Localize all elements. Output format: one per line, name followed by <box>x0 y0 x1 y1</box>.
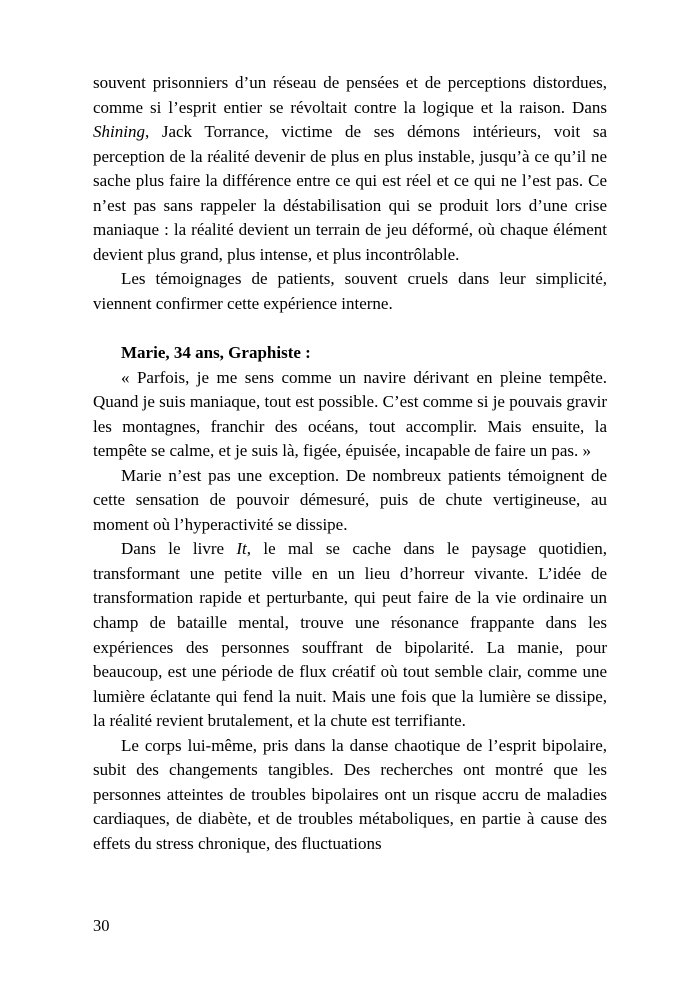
paragraph-marie-exception: Marie n’est pas une exception. De nombreux patients témoignent de cette sensation de pouvoir démesuré, puis de chute vertigineuse, au moment où l’hyperactivité se dissipe. <box>93 465 607 534</box>
heading-marie-profile: Marie, 34 ans, Graphiste : <box>121 343 311 363</box>
paragraph-body-changes: Le corps lui-même, pris dans la danse chaotique de l’esprit bipolaire, subit des changements tangibles. Des recherches ont montré que les personnes atteintes de troubles bipolaires ont un risque accru de maladies cardiaques, de diabète, et de troubles métaboliques, en partie à cause des effets du stress chronique, des fluctuations <box>93 735 607 853</box>
book-title-shining: Shining <box>93 122 145 142</box>
page-number: 30 <box>93 916 110 935</box>
paragraph-it-book <box>93 537 607 733</box>
paragraph-shining <box>93 71 607 267</box>
paragraph-testimonials: Les témoignages de patients, souvent cruels dans leur simplicité, viennent confirmer cette expérience interne. <box>93 269 607 313</box>
paragraph-text-pre: Dans le livre <box>121 539 237 559</box>
book-title-it: It <box>236 539 247 559</box>
paragraph-text-post: , Jack Torrance, victime de ses démons intérieurs, voit sa perception de la réalité devenir de plus en plus instable, jusqu’à ce qu’il ne sache plus faire la différence entre ce qui est réel et ce qui ne l’est pas. Ce n’est pas sans rappeler la déstabilisation qui se produit lors d’une crise maniaque : la réalité devient un terrain de jeu déformé, où chaque élément devient plus grand, plus intense, et plus incontrôlable. <box>93 122 607 264</box>
page-body <box>93 71 607 857</box>
paragraph-text-post: , le mal se cache dans le paysage quotidien, transformant une petite ville en un lieu d’horreur vivante. L’idée de transformation rapide et perturbante, qui peut faire de la vie ordinaire un champ de bataille mental, trouve une résonance frappante dans les expériences des personnes souffrant de bipolarité. La manie, pour beaucoup, est une période de flux créatif où tout semble clair, comme une lumière éclatante qui fend la nuit. Mais une fois que la lumière se dissipe, la réalité revient brutalement, et la chute est terrifiante. <box>93 539 608 731</box>
paragraph-marie-quote: « Parfois, je me sens comme un navire dérivant en pleine tempête. Quand je suis maniaque, tout est possible. C’est comme si je pouvais gravir les montagnes, franchir des océans, tout accomplir. Mais ensuite, la tempête se calme, et je suis là, figée, épuisée, incapable de faire un pas. » <box>93 367 607 461</box>
paragraph-text-pre: souvent prisonniers d’un réseau de pensées et de perceptions distordues, comme si l’esprit entier se révoltait contre la logique et la raison. Dans <box>93 73 607 117</box>
